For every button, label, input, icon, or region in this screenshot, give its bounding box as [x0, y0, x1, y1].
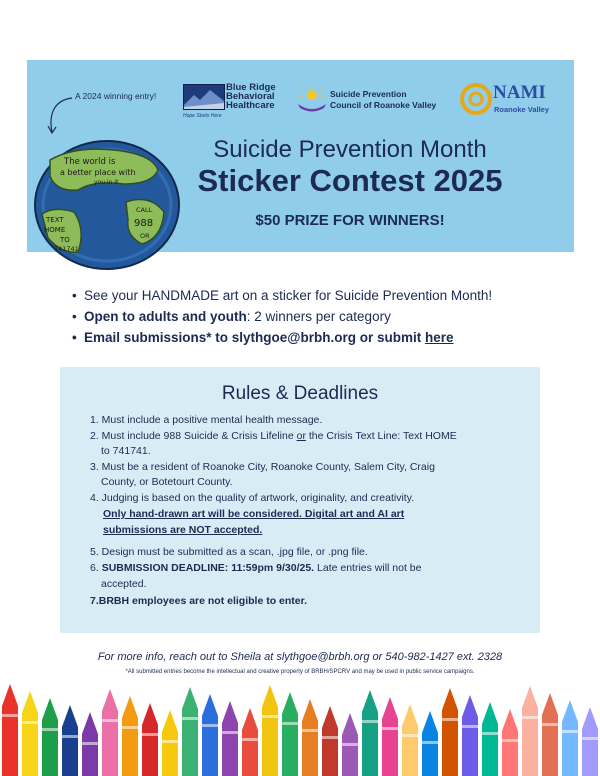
crayon-band [302, 729, 318, 732]
globe-text-10: OR [140, 232, 150, 240]
title-line1: Suicide Prevention Month [213, 136, 487, 163]
crayon-tip [42, 698, 58, 720]
globe-text-7: 741741 [54, 245, 79, 253]
crayon-body [222, 723, 238, 776]
crayon-tip [2, 684, 18, 706]
rule-2: 2. Must include 988 Suicide & Crisis Lifeline or the Crisis Text Line: Text HOME [90, 430, 457, 442]
crayon-band [362, 720, 378, 723]
brbh-line3: Healthcare [226, 100, 275, 111]
rules-title: Rules & Deadlines [221, 383, 379, 404]
crayon-band [242, 738, 258, 741]
crayon-band [502, 739, 518, 742]
rule-3-cont: County, or Botetourt County. [101, 476, 233, 488]
bullet-1: • See your HANDMADE art on a sticker for Suicide Prevention Month! [72, 288, 572, 309]
sun-hands-icon [296, 84, 328, 114]
crayon-body [502, 731, 518, 776]
nami-word: NAMI [493, 82, 546, 103]
crayon-tip [362, 690, 378, 712]
crayon-band [582, 737, 598, 740]
bullet-3: • Email submissions* to slythgoe@brbh.org or submit here [72, 330, 572, 351]
globe-text-9: 988 [134, 218, 154, 229]
crayon-body [82, 734, 98, 776]
rule-1: 1. Must include a positive mental health message. [90, 414, 323, 426]
crayon-tip [142, 703, 158, 725]
brbh-tagline: Hope Starts Here [183, 113, 222, 119]
crayon-band [342, 743, 358, 746]
rule-5: 5. Design must be submitted as a scan, .jpg file, or .png file. [90, 546, 368, 558]
nami-sub: Roanoke Valley [494, 105, 550, 114]
crayon-body [242, 730, 258, 776]
crayon-tip [222, 701, 238, 723]
crayon-band [402, 734, 418, 737]
crayon-band [182, 717, 198, 720]
crayon-band [2, 714, 18, 717]
crayon-tip [122, 696, 138, 718]
prize-text: $50 PRIZE FOR WINNERS! [255, 212, 445, 229]
crayon-band [322, 736, 338, 739]
crayon-tip [262, 685, 278, 707]
crayon-body [422, 733, 438, 776]
crayon-body [342, 735, 358, 776]
rule-7: 7.BRBH employees are not eligible to enter. [90, 595, 308, 607]
crayon-band [422, 741, 438, 744]
crayon-band [62, 735, 78, 738]
title-line2: Sticker Contest 2025 [197, 163, 503, 198]
crayon-tip [582, 707, 598, 729]
fine-print: *All submitted entries become the intellectual and creative property of BRBH/SPCRV and may be used in public service campaigns. [125, 669, 475, 675]
rule-3: 3. Must be a resident of Roanoke City, Roanoke County, Salem City, Craig [90, 461, 435, 473]
nami-logo [459, 80, 559, 120]
rule-2-cont: to 741741. [101, 445, 151, 457]
submit-here-link[interactable]: here [424, 330, 454, 345]
crayon-band [22, 721, 38, 724]
spcrv-line2: Council of Roanoke Valley [330, 100, 437, 110]
crayon-tip [322, 706, 338, 728]
crayon-tip [542, 693, 558, 715]
crayon-tip [242, 708, 258, 730]
winner-label: A 2024 winning entry! [75, 91, 157, 101]
crayon-body [402, 726, 418, 776]
rule-4: 4. Judging is based on the quality of artwork, originality, and creativity. [90, 492, 415, 504]
brbh-line1: Blue Ridge [226, 82, 276, 93]
crayons-markers-image [0, 676, 600, 776]
crayon-body [482, 724, 498, 776]
brbh-line2: Behavioral [226, 91, 275, 102]
rule-4-underline-1: Only hand-drawn art will be considered. Digital art and AI art [103, 508, 405, 520]
contact-info: For more info, reach out to Sheila at slythgoe@brbh.org or 540-982-1427 ext. 2328 [97, 651, 503, 663]
crayon-band [542, 723, 558, 726]
crayon-band [42, 728, 58, 731]
crayon-band [222, 731, 238, 734]
crayon-body [162, 732, 178, 776]
crayon-tip [62, 705, 78, 727]
crayon-tip [302, 699, 318, 721]
crayon-band [262, 715, 278, 718]
crayon-band [162, 740, 178, 743]
crayon-band [442, 718, 458, 721]
globe-text-4: TEXT [46, 216, 64, 224]
crayon-tip [442, 688, 458, 710]
crayon-tip [502, 709, 518, 731]
crayon-band [282, 722, 298, 725]
rule-4-underline-2: submissions are NOT accepted. [103, 524, 263, 536]
crayon-band [482, 732, 498, 735]
crayon-tip [462, 695, 478, 717]
crayon-band [142, 733, 158, 736]
rule-6: 6. SUBMISSION DEADLINE: 11:59pm 9/30/25. Late entries will not be [90, 562, 422, 574]
globe-text-8: CALL [136, 206, 153, 214]
crayon-body [142, 725, 158, 776]
crayon-tip [82, 712, 98, 734]
crayon-band [522, 716, 538, 719]
crayon-tip [482, 702, 498, 724]
crayon-tip [402, 704, 418, 726]
brbh-logo [183, 82, 285, 122]
crayon-tip [202, 694, 218, 716]
crayon-band [102, 719, 118, 722]
crayon-band [202, 724, 218, 727]
crayon-band [122, 726, 138, 729]
globe-text-1: The world is [64, 157, 116, 167]
crayon-band [562, 730, 578, 733]
nami-swirl-icon [459, 82, 493, 116]
crayon-tip [382, 697, 398, 719]
crayon-tip [182, 687, 198, 709]
rule-6-cont: accepted. [101, 578, 147, 590]
crayon-body [62, 727, 78, 776]
crayon-tip [342, 713, 358, 735]
crayon-body [322, 728, 338, 776]
crayon-tip [562, 700, 578, 722]
crayon-band [382, 727, 398, 730]
curved-arrow-icon [44, 96, 76, 140]
crayon-tip [422, 711, 438, 733]
crayon-tip [22, 691, 38, 713]
bullet-2: • Open to adults and youth: 2 winners per category [72, 309, 572, 330]
globe-text-2: a better place with [60, 168, 136, 177]
globe-text-6: TO [60, 236, 70, 244]
mountain-logo-icon [183, 84, 225, 110]
crayon-tip [282, 692, 298, 714]
crayon-tip [522, 686, 538, 708]
globe-text-3: you in it [94, 179, 119, 186]
info-bullets [72, 288, 572, 351]
crayon-band [82, 742, 98, 745]
crayon-band [462, 725, 478, 728]
crayon-body [582, 729, 598, 776]
winning-sticker-globe-image [34, 140, 184, 270]
crayon-tip [102, 689, 118, 711]
crayon-tip [162, 710, 178, 732]
spcrv-line1: Suicide Prevention [330, 89, 407, 99]
globe-text-5: HOME [44, 226, 66, 234]
spcrv-logo [296, 84, 456, 114]
